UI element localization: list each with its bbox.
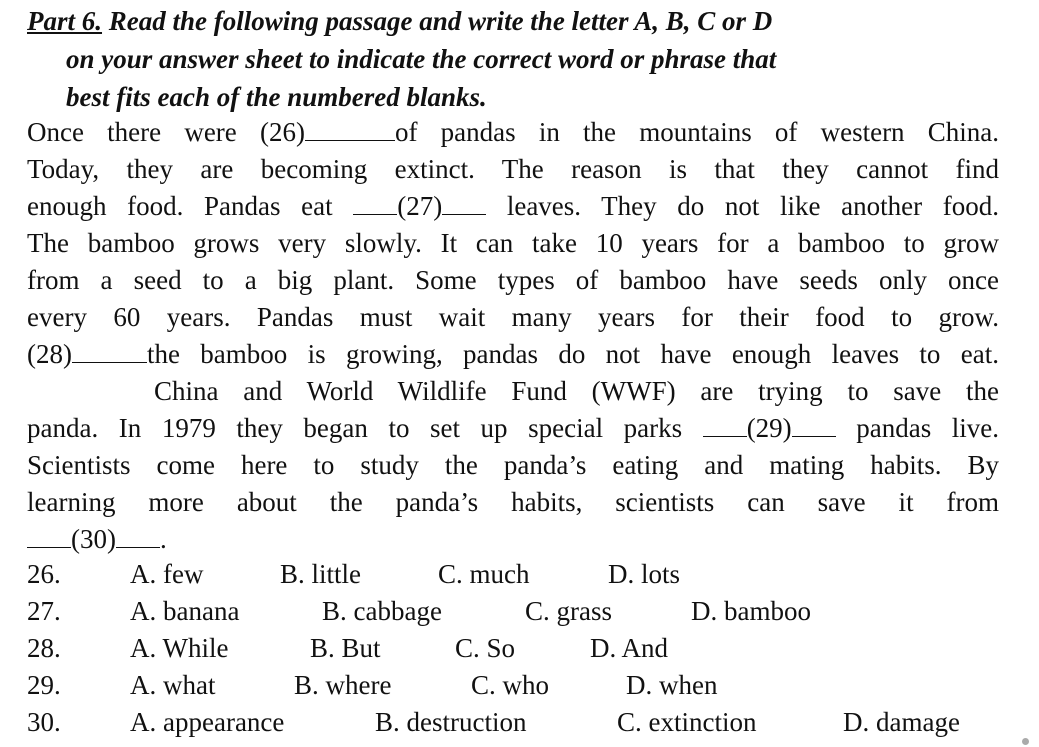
passage-line-2: Today, they are becoming extinct. The reason is that they cannot find	[27, 154, 999, 184]
question-number: 26.	[27, 559, 61, 589]
option-b[interactable]: B. But	[310, 633, 381, 663]
option-c[interactable]: C. extinction	[617, 707, 757, 737]
option-d[interactable]: D. damage	[843, 707, 960, 737]
question-row-27	[27, 596, 1027, 633]
option-d[interactable]: D. And	[590, 633, 669, 663]
option-b[interactable]: B. where	[294, 670, 392, 700]
option-c[interactable]: C. much	[438, 559, 530, 589]
instruction-text-1: Read the following passage and write the letter A, B, C or D	[102, 6, 773, 36]
blank-30-left	[27, 547, 71, 548]
instruction-line-2: on your answer sheet to indicate the correct word or phrase that	[66, 44, 777, 74]
passage-line-11: learning more about the panda’s habits, scientists can save it from	[27, 487, 999, 517]
reading-passage	[27, 114, 999, 558]
blank-27-left	[353, 214, 397, 215]
option-a[interactable]: A. what	[130, 670, 216, 700]
passage-line-8: China and World Wildlife Fund (WWF) are trying to save the	[154, 376, 999, 406]
passage-text: leaves. They do not like another food.	[486, 191, 1000, 221]
question-row-29	[27, 670, 1027, 707]
blank-29-right	[792, 436, 836, 437]
blank-27-number: (27)	[397, 191, 443, 221]
blank-27-right	[442, 214, 486, 215]
option-d[interactable]: D. when	[626, 670, 718, 700]
instruction-line-3: best fits each of the numbered blanks.	[66, 82, 487, 112]
instruction-line-1	[27, 2, 1012, 40]
passage-text: Once there were (26)	[27, 117, 305, 147]
question-number: 29.	[27, 670, 61, 700]
answer-options	[27, 559, 1027, 744]
question-number: 30.	[27, 707, 61, 737]
option-b[interactable]: B. destruction	[375, 707, 527, 737]
blank-26	[305, 140, 395, 141]
option-b[interactable]: B. little	[280, 559, 361, 589]
question-number: 27.	[27, 596, 61, 626]
passage-line-12	[27, 521, 999, 558]
option-d[interactable]: D. bamboo	[691, 596, 811, 626]
blank-29-number: (29)	[746, 413, 792, 443]
question-row-30	[27, 707, 1027, 744]
blank-30-right	[116, 547, 160, 548]
corner-dot-icon	[1022, 738, 1029, 745]
option-a[interactable]: A. While	[130, 633, 229, 663]
option-a[interactable]: A. appearance	[130, 707, 285, 737]
option-c[interactable]: C. who	[471, 670, 550, 700]
option-b[interactable]: B. cabbage	[322, 596, 442, 626]
passage-line-6: every 60 years. Pandas must wait many years for their food to grow.	[27, 302, 999, 332]
part-label: Part 6.	[27, 6, 103, 36]
passage-text: pandas live.	[835, 413, 999, 443]
blank-29-left	[703, 436, 747, 437]
passage-line-7	[27, 336, 999, 373]
question-row-26	[27, 559, 1027, 596]
passage-line-1	[27, 114, 999, 151]
passage-text: panda. In 1979 they began to set up special parks	[27, 413, 703, 443]
passage-line-4: The bamboo grows very slowly. It can take 10 years for a bamboo to grow	[27, 228, 999, 258]
blank-28-number: (28)	[27, 339, 72, 369]
passage-line-10: Scientists come here to study the panda’s eating and mating habits. By	[27, 450, 999, 480]
question-row-28	[27, 633, 1027, 670]
option-d[interactable]: D. lots	[608, 559, 681, 589]
passage-text: the bamboo is growing, pandas do not have enough leaves to eat.	[146, 339, 999, 369]
option-a[interactable]: A. banana	[130, 596, 240, 626]
passage-line-5: from a seed to a big plant. Some types of bamboo have seeds only once	[27, 265, 999, 295]
option-a[interactable]: A. few	[130, 559, 204, 589]
instruction-heading	[27, 2, 1012, 116]
passage-text: enough food. Pandas eat	[27, 191, 354, 221]
option-c[interactable]: C. So	[455, 633, 516, 663]
blank-28	[72, 362, 147, 363]
question-number: 28.	[27, 633, 61, 663]
passage-text: .	[159, 524, 167, 554]
option-c[interactable]: C. grass	[525, 596, 612, 626]
passage-line-3	[27, 188, 999, 225]
passage-text: of pandas in the mountains of western China.	[394, 117, 999, 147]
passage-line-9	[27, 410, 999, 447]
blank-30-number: (30)	[71, 524, 116, 554]
